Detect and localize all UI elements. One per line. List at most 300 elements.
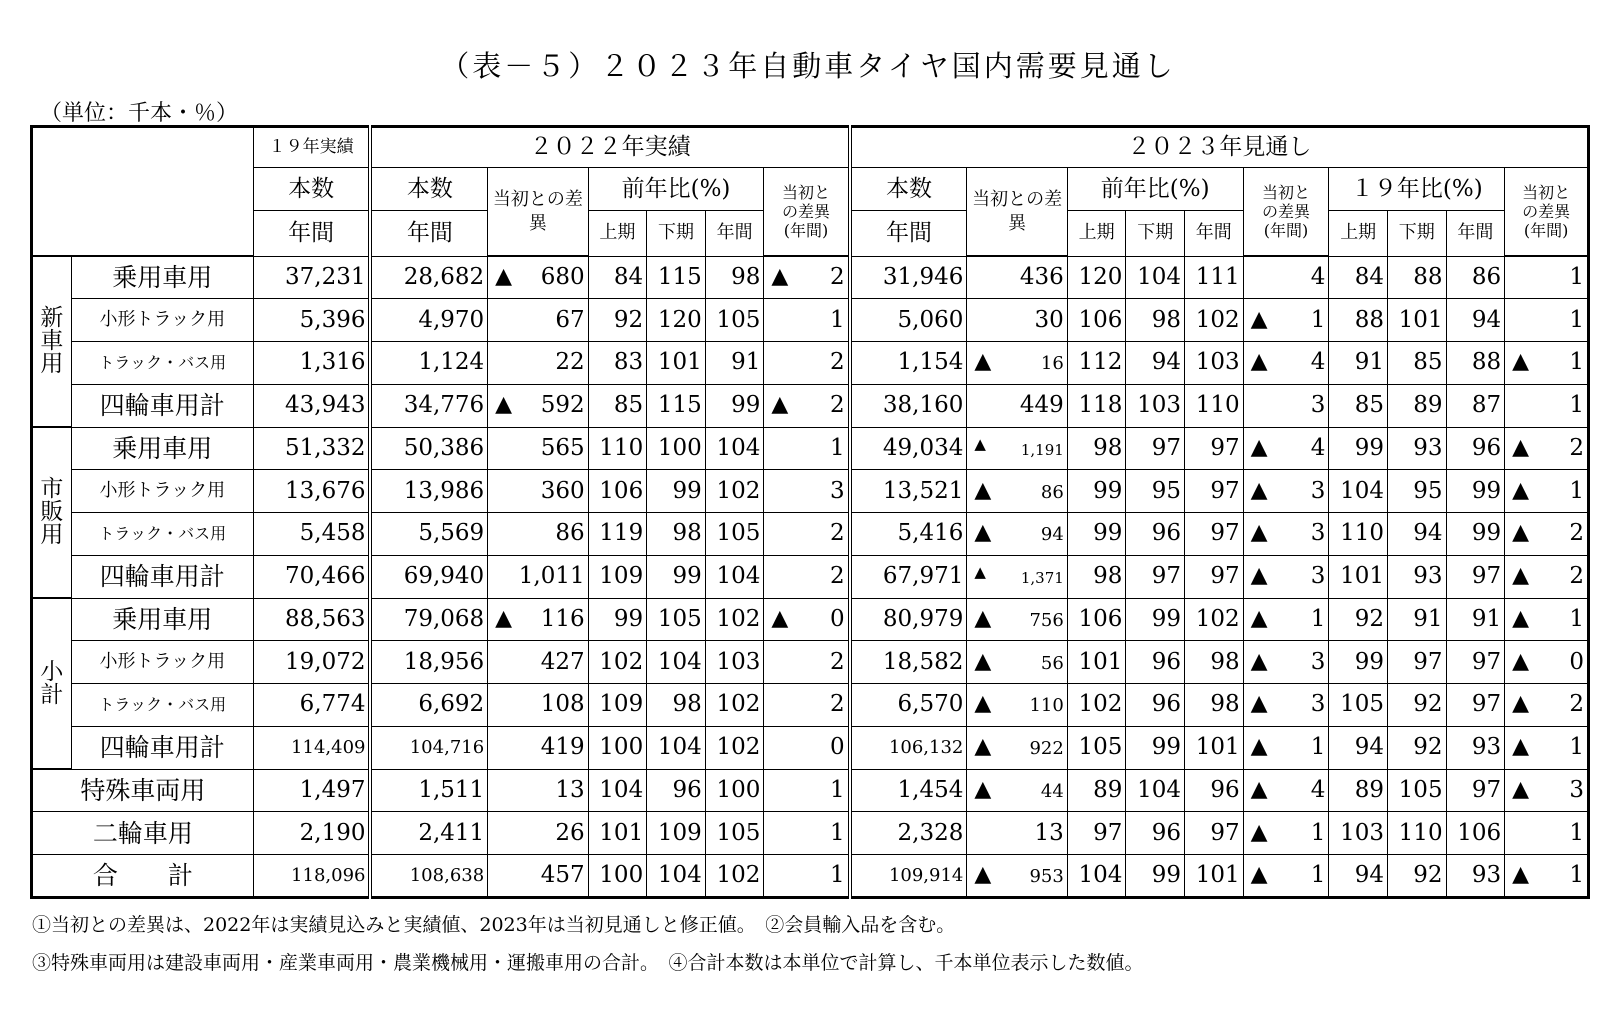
table-cell: 112 bbox=[1067, 342, 1126, 385]
table-cell: 99 bbox=[1126, 726, 1185, 769]
row-label: 乗用車用 bbox=[71, 256, 253, 299]
table-cell: 18,582 bbox=[850, 641, 967, 684]
cell-value: 86 bbox=[1040, 481, 1064, 503]
table-cell: 102 bbox=[705, 855, 764, 898]
table-cell: 108 bbox=[488, 684, 588, 727]
cell-value: 756 bbox=[1029, 609, 1064, 631]
table-cell bbox=[1505, 427, 1589, 470]
table-cell bbox=[1243, 427, 1329, 470]
table-cell bbox=[1243, 641, 1329, 684]
table-cell: 97 bbox=[1185, 513, 1244, 556]
cell-value: 3 bbox=[1310, 563, 1326, 590]
table-cell: 105 bbox=[647, 598, 706, 641]
table-row bbox=[32, 855, 1589, 898]
table-cell: 99 bbox=[1067, 513, 1126, 556]
cell-value: 1 bbox=[1569, 477, 1584, 504]
table-cell: 101 bbox=[1185, 726, 1244, 769]
table-cell: 31,946 bbox=[850, 256, 967, 299]
table-cell: 102 bbox=[705, 726, 764, 769]
row-label: 小形トラック用 bbox=[71, 299, 253, 342]
table-cell: 88,563 bbox=[253, 598, 370, 641]
table-cell: 49,034 bbox=[850, 427, 967, 470]
footnote-2: ③特殊車両用は建設車両用・産業車両用・農業機械用・運搬車用の合計。 ④合計本数は本単位で計算し、千本単位表示した数値。 bbox=[32, 952, 1144, 974]
cell-value: 1 bbox=[1310, 862, 1326, 889]
table-cell: 110 bbox=[1387, 812, 1446, 855]
table-cell: 97 bbox=[1446, 769, 1505, 812]
header-19-actual: １９年実績 bbox=[253, 127, 370, 168]
cell-value: 116 bbox=[540, 605, 585, 632]
table-cell: 99 bbox=[1126, 855, 1185, 898]
cell-value: 3 bbox=[1310, 691, 1326, 718]
table-cell bbox=[764, 598, 850, 641]
table-cell: 96 bbox=[1185, 769, 1244, 812]
table-cell bbox=[1243, 855, 1329, 898]
table-cell: 98 bbox=[1185, 641, 1244, 684]
table-cell: 102 bbox=[1067, 684, 1126, 727]
table-cell bbox=[1243, 555, 1329, 598]
table-cell: 92 bbox=[1387, 855, 1446, 898]
table-cell: 92 bbox=[1387, 684, 1446, 727]
table-cell: 94 bbox=[1329, 855, 1388, 898]
table-cell: 2 bbox=[764, 513, 850, 556]
header-h2: 下期 bbox=[1126, 211, 1185, 256]
table-row bbox=[32, 342, 1589, 385]
table-row bbox=[32, 641, 1589, 684]
table-cell: 38,160 bbox=[850, 384, 967, 427]
table-cell: 2 bbox=[764, 641, 850, 684]
row-label: トラック・バス用 bbox=[71, 684, 253, 727]
cell-value: 110 bbox=[1029, 695, 1064, 717]
group-label-shokei: 小 計 bbox=[32, 598, 72, 769]
cell-value: 3 bbox=[1310, 648, 1326, 675]
table-cell: 85 bbox=[1387, 342, 1446, 385]
table-cell: 5,416 bbox=[850, 513, 967, 556]
table-cell: 118 bbox=[1067, 384, 1126, 427]
table-row bbox=[32, 256, 1589, 299]
table-cell: 98 bbox=[1067, 427, 1126, 470]
table-cell: 104 bbox=[1067, 855, 1126, 898]
header-nenkan: 年間 bbox=[850, 211, 967, 256]
table-cell bbox=[1243, 299, 1329, 342]
table-cell: 98 bbox=[1185, 684, 1244, 727]
table-cell: 118,096 bbox=[253, 855, 370, 898]
row-label: トラック・バス用 bbox=[71, 513, 253, 556]
header-2022-actual: ２０２２年実績 bbox=[370, 127, 849, 168]
table-cell: 28,682 bbox=[370, 256, 487, 299]
table-cell: 2 bbox=[764, 684, 850, 727]
table-cell: 99 bbox=[1329, 427, 1388, 470]
table-cell: 3 bbox=[1243, 384, 1329, 427]
table-cell: 99 bbox=[647, 555, 706, 598]
table-cell: 99 bbox=[1329, 641, 1388, 684]
table-cell: 102 bbox=[705, 684, 764, 727]
table-row bbox=[32, 726, 1589, 769]
row-label: 二輪車用 bbox=[32, 812, 254, 855]
table-cell bbox=[967, 598, 1067, 641]
table-cell bbox=[1243, 684, 1329, 727]
table-row bbox=[32, 684, 1589, 727]
cell-value: 2 bbox=[1569, 434, 1584, 461]
cell-value: 2 bbox=[1569, 520, 1584, 547]
table-row bbox=[32, 513, 1589, 556]
minus-triangle-icon: ▲ bbox=[771, 392, 789, 418]
table-cell: 109 bbox=[588, 555, 647, 598]
table-cell: 93 bbox=[1446, 726, 1505, 769]
table-cell: 5,396 bbox=[253, 299, 370, 342]
minus-triangle-icon: ▲ bbox=[974, 734, 992, 760]
table-cell: 13 bbox=[967, 812, 1067, 855]
table-cell: 98 bbox=[1126, 299, 1185, 342]
table-cell: 6,570 bbox=[850, 684, 967, 727]
table-cell: 97 bbox=[1185, 427, 1244, 470]
minus-triangle-icon: ▲ bbox=[974, 648, 992, 674]
table-cell bbox=[1505, 513, 1589, 556]
header-diff-year: 当初と の差異 (年間) bbox=[1505, 168, 1589, 256]
header-year: 年間 bbox=[705, 211, 764, 256]
minus-triangle-icon: ▲ bbox=[974, 434, 986, 453]
table-cell: 104 bbox=[1126, 256, 1185, 299]
table-cell bbox=[967, 555, 1067, 598]
table-cell: 110 bbox=[1329, 513, 1388, 556]
table-cell bbox=[1505, 684, 1589, 727]
table-cell bbox=[1243, 726, 1329, 769]
table-cell: 6,692 bbox=[370, 684, 487, 727]
table-cell: 97 bbox=[1446, 641, 1505, 684]
table-cell: 84 bbox=[1329, 256, 1388, 299]
cell-value: 0 bbox=[1569, 648, 1584, 675]
table-cell: 103 bbox=[1126, 384, 1185, 427]
header-corner bbox=[32, 127, 254, 257]
cell-value: 1 bbox=[1569, 349, 1584, 376]
table-cell: 96 bbox=[1126, 812, 1185, 855]
table-cell: 108,638 bbox=[370, 855, 487, 898]
cell-value: 592 bbox=[540, 392, 585, 419]
table-cell: 109,914 bbox=[850, 855, 967, 898]
cell-value: 2 bbox=[830, 264, 845, 291]
table-cell: 115 bbox=[647, 256, 706, 299]
table-cell: 101 bbox=[1067, 641, 1126, 684]
table-cell: 104,716 bbox=[370, 726, 487, 769]
table-cell: 98 bbox=[1067, 555, 1126, 598]
table-cell: 102 bbox=[1185, 299, 1244, 342]
minus-triangle-icon: ▲ bbox=[771, 605, 789, 631]
table-cell: 13,986 bbox=[370, 470, 487, 513]
table-cell: 1 bbox=[1505, 299, 1589, 342]
table-row bbox=[32, 384, 1589, 427]
cell-value: 2 bbox=[1569, 563, 1584, 590]
minus-triangle-icon: ▲ bbox=[1512, 648, 1530, 674]
table-cell: 1 bbox=[1505, 256, 1589, 299]
table-cell: 89 bbox=[1387, 384, 1446, 427]
table-cell: 105 bbox=[705, 812, 764, 855]
table-cell bbox=[1243, 342, 1329, 385]
table-cell: 104 bbox=[705, 555, 764, 598]
table-cell: 85 bbox=[588, 384, 647, 427]
cell-value: 1 bbox=[1310, 819, 1326, 846]
table-cell: 100 bbox=[588, 726, 647, 769]
table-cell: 100 bbox=[647, 427, 706, 470]
table-cell: 86 bbox=[1446, 256, 1505, 299]
table-cell: 106 bbox=[1067, 299, 1126, 342]
table-cell: 2 bbox=[764, 342, 850, 385]
cell-value: 1 bbox=[1310, 306, 1326, 333]
minus-triangle-icon: ▲ bbox=[495, 264, 513, 290]
table-cell: 419 bbox=[488, 726, 588, 769]
table-cell: 105 bbox=[1387, 769, 1446, 812]
minus-triangle-icon: ▲ bbox=[974, 605, 992, 631]
minus-triangle-icon: ▲ bbox=[771, 264, 789, 290]
header-vs19: １９年比(%) bbox=[1329, 168, 1505, 211]
table-cell: 1 bbox=[764, 427, 850, 470]
cell-value: 3 bbox=[1569, 776, 1584, 803]
table-cell: 101 bbox=[588, 812, 647, 855]
table-cell bbox=[488, 256, 588, 299]
table-cell: 97 bbox=[1446, 555, 1505, 598]
table-cell: 115 bbox=[647, 384, 706, 427]
table-cell: 69,940 bbox=[370, 555, 487, 598]
cell-value: 1 bbox=[1310, 734, 1326, 761]
table-cell bbox=[1243, 470, 1329, 513]
minus-triangle-icon: ▲ bbox=[1250, 862, 1268, 888]
table-cell bbox=[1243, 513, 1329, 556]
table-cell: 97 bbox=[1185, 470, 1244, 513]
table-cell: 1,316 bbox=[253, 342, 370, 385]
minus-triangle-icon: ▲ bbox=[1250, 306, 1268, 332]
table-cell: 91 bbox=[705, 342, 764, 385]
table-cell bbox=[1243, 598, 1329, 641]
table-cell: 97 bbox=[1126, 427, 1185, 470]
table-cell: 103 bbox=[1329, 812, 1388, 855]
header-yoy: 前年比(%) bbox=[1067, 168, 1243, 211]
table-cell bbox=[1505, 342, 1589, 385]
table-cell: 92 bbox=[588, 299, 647, 342]
table-cell: 84 bbox=[588, 256, 647, 299]
table-cell bbox=[967, 769, 1067, 812]
table-cell: 98 bbox=[647, 513, 706, 556]
table-cell: 79,068 bbox=[370, 598, 487, 641]
table-cell: 102 bbox=[705, 470, 764, 513]
table-cell: 86 bbox=[488, 513, 588, 556]
table-cell: 103 bbox=[705, 641, 764, 684]
table-cell: 94 bbox=[1126, 342, 1185, 385]
cell-value: 4 bbox=[1310, 434, 1326, 461]
table-cell: 436 bbox=[967, 256, 1067, 299]
table-cell: 1,154 bbox=[850, 342, 967, 385]
table-cell: 102 bbox=[588, 641, 647, 684]
table-cell: 105 bbox=[1067, 726, 1126, 769]
table-cell: 85 bbox=[1329, 384, 1388, 427]
table-cell: 109 bbox=[588, 684, 647, 727]
table-cell: 120 bbox=[647, 299, 706, 342]
row-label: 合 計 bbox=[32, 855, 254, 898]
table-cell: 70,466 bbox=[253, 555, 370, 598]
table-cell bbox=[1505, 769, 1589, 812]
table-cell: 88 bbox=[1387, 256, 1446, 299]
minus-triangle-icon: ▲ bbox=[974, 776, 992, 802]
table-cell: 3 bbox=[764, 470, 850, 513]
table-cell: 99 bbox=[1067, 470, 1126, 513]
minus-triangle-icon: ▲ bbox=[1512, 520, 1530, 546]
minus-triangle-icon: ▲ bbox=[1250, 520, 1268, 546]
table-cell: 94 bbox=[1329, 726, 1388, 769]
table-cell: 104 bbox=[1329, 470, 1388, 513]
row-label: 小形トラック用 bbox=[71, 641, 253, 684]
row-label: 小形トラック用 bbox=[71, 470, 253, 513]
minus-triangle-icon: ▲ bbox=[1512, 563, 1530, 589]
table-cell: 101 bbox=[647, 342, 706, 385]
table-cell: 89 bbox=[1067, 769, 1126, 812]
cell-value: 3 bbox=[1310, 477, 1326, 504]
table-cell bbox=[967, 513, 1067, 556]
row-label: 四輪車用計 bbox=[71, 555, 253, 598]
minus-triangle-icon: ▲ bbox=[974, 520, 992, 546]
table-cell: 26 bbox=[488, 812, 588, 855]
table-cell bbox=[1243, 769, 1329, 812]
table-cell: 67 bbox=[488, 299, 588, 342]
table-cell: 95 bbox=[1126, 470, 1185, 513]
minus-triangle-icon: ▲ bbox=[1512, 776, 1530, 802]
row-label: 四輪車用計 bbox=[71, 726, 253, 769]
cell-value: 94 bbox=[1040, 524, 1064, 546]
table-cell bbox=[967, 855, 1067, 898]
table-row bbox=[32, 555, 1589, 598]
table-row bbox=[32, 598, 1589, 641]
tire-demand-table bbox=[30, 125, 1590, 899]
table-cell: 5,569 bbox=[370, 513, 487, 556]
table-cell bbox=[1505, 855, 1589, 898]
header-diff: 当初との差異 bbox=[488, 168, 588, 256]
table-cell: 98 bbox=[647, 684, 706, 727]
table-cell: 5,458 bbox=[253, 513, 370, 556]
table-cell: 93 bbox=[1446, 855, 1505, 898]
table-cell: 101 bbox=[1329, 555, 1388, 598]
table-cell: 67,971 bbox=[850, 555, 967, 598]
cell-value: 1,191 bbox=[1020, 440, 1064, 459]
table-cell: 96 bbox=[1126, 513, 1185, 556]
cell-value: 0 bbox=[830, 605, 845, 632]
table-cell: 80,979 bbox=[850, 598, 967, 641]
table-cell: 106 bbox=[588, 470, 647, 513]
table-cell: 99 bbox=[1446, 513, 1505, 556]
table-cell: 103 bbox=[1185, 342, 1244, 385]
table-cell bbox=[967, 342, 1067, 385]
cell-value: 1 bbox=[1569, 734, 1584, 761]
table-cell: 5,060 bbox=[850, 299, 967, 342]
table-cell: 105 bbox=[705, 513, 764, 556]
table-cell: 99 bbox=[647, 470, 706, 513]
table-cell: 1 bbox=[1505, 812, 1589, 855]
minus-triangle-icon: ▲ bbox=[1250, 734, 1268, 760]
cell-value: 2 bbox=[830, 392, 845, 419]
table-cell: 114,409 bbox=[253, 726, 370, 769]
table-cell: 96 bbox=[1126, 684, 1185, 727]
table-cell bbox=[488, 384, 588, 427]
table-cell: 91 bbox=[1446, 598, 1505, 641]
table-cell: 50,386 bbox=[370, 427, 487, 470]
table-cell bbox=[1505, 726, 1589, 769]
unit-label: （単位：千本・％） bbox=[40, 101, 239, 126]
table-cell: 19,072 bbox=[253, 641, 370, 684]
row-label: 特殊車両用 bbox=[32, 769, 254, 812]
table-cell bbox=[1505, 470, 1589, 513]
minus-triangle-icon: ▲ bbox=[1250, 349, 1268, 375]
cell-value: 3 bbox=[1310, 520, 1326, 547]
table-cell: 97 bbox=[1067, 812, 1126, 855]
table-cell bbox=[764, 384, 850, 427]
table-cell: 87 bbox=[1446, 384, 1505, 427]
minus-triangle-icon: ▲ bbox=[1250, 563, 1268, 589]
table-cell: 106 bbox=[1446, 812, 1505, 855]
table-cell: 1,511 bbox=[370, 769, 487, 812]
minus-triangle-icon: ▲ bbox=[974, 563, 986, 582]
table-cell: 2 bbox=[764, 555, 850, 598]
table-cell: 88 bbox=[1446, 342, 1505, 385]
minus-triangle-icon: ▲ bbox=[974, 862, 992, 888]
table-cell: 360 bbox=[488, 470, 588, 513]
table-cell: 95 bbox=[1387, 470, 1446, 513]
row-label: 四輪車用計 bbox=[71, 384, 253, 427]
cell-value: 56 bbox=[1040, 652, 1064, 674]
header-diff: 当初との差異 bbox=[967, 168, 1067, 256]
header-nenkan: 年間 bbox=[370, 211, 487, 256]
table-cell: 109 bbox=[647, 812, 706, 855]
table-cell: 92 bbox=[1387, 726, 1446, 769]
minus-triangle-icon: ▲ bbox=[1250, 605, 1268, 631]
table-cell: 97 bbox=[1126, 555, 1185, 598]
cell-value: 16 bbox=[1040, 353, 1064, 375]
table-cell: 104 bbox=[1126, 769, 1185, 812]
cell-value: 1 bbox=[1310, 605, 1326, 632]
minus-triangle-icon: ▲ bbox=[1250, 434, 1268, 460]
table-cell: 105 bbox=[705, 299, 764, 342]
table-cell: 96 bbox=[647, 769, 706, 812]
table-row bbox=[32, 470, 1589, 513]
minus-triangle-icon: ▲ bbox=[1512, 862, 1530, 888]
table-cell: 4,970 bbox=[370, 299, 487, 342]
header-h2: 下期 bbox=[647, 211, 706, 256]
header-h1: 上期 bbox=[588, 211, 647, 256]
table-cell: 83 bbox=[588, 342, 647, 385]
header-h1: 上期 bbox=[1067, 211, 1126, 256]
table-cell: 98 bbox=[705, 256, 764, 299]
table-cell: 427 bbox=[488, 641, 588, 684]
table-row bbox=[32, 299, 1589, 342]
table-cell: 92 bbox=[1329, 598, 1388, 641]
table-cell bbox=[967, 726, 1067, 769]
minus-triangle-icon: ▲ bbox=[1512, 477, 1530, 503]
table-cell bbox=[488, 598, 588, 641]
table-cell: 0 bbox=[764, 726, 850, 769]
minus-triangle-icon: ▲ bbox=[1512, 691, 1530, 717]
cell-value: 2 bbox=[1569, 691, 1584, 718]
table-cell: 43,943 bbox=[253, 384, 370, 427]
table-cell: 13 bbox=[488, 769, 588, 812]
header-honsu: 本数 bbox=[850, 168, 967, 211]
minus-triangle-icon: ▲ bbox=[495, 392, 513, 418]
table-cell: 93 bbox=[1387, 427, 1446, 470]
group-label-shihan: 市 販 用 bbox=[32, 427, 72, 598]
table-cell: 1,497 bbox=[253, 769, 370, 812]
header-diff-year: 当初と の差異 (年間) bbox=[764, 168, 850, 256]
minus-triangle-icon: ▲ bbox=[1512, 349, 1530, 375]
table-cell: 94 bbox=[1446, 299, 1505, 342]
table-cell: 104 bbox=[588, 769, 647, 812]
table-cell: 104 bbox=[647, 726, 706, 769]
cell-value: 4 bbox=[1310, 776, 1326, 803]
table-cell: 99 bbox=[1126, 598, 1185, 641]
table-cell: 119 bbox=[588, 513, 647, 556]
table-cell: 110 bbox=[588, 427, 647, 470]
